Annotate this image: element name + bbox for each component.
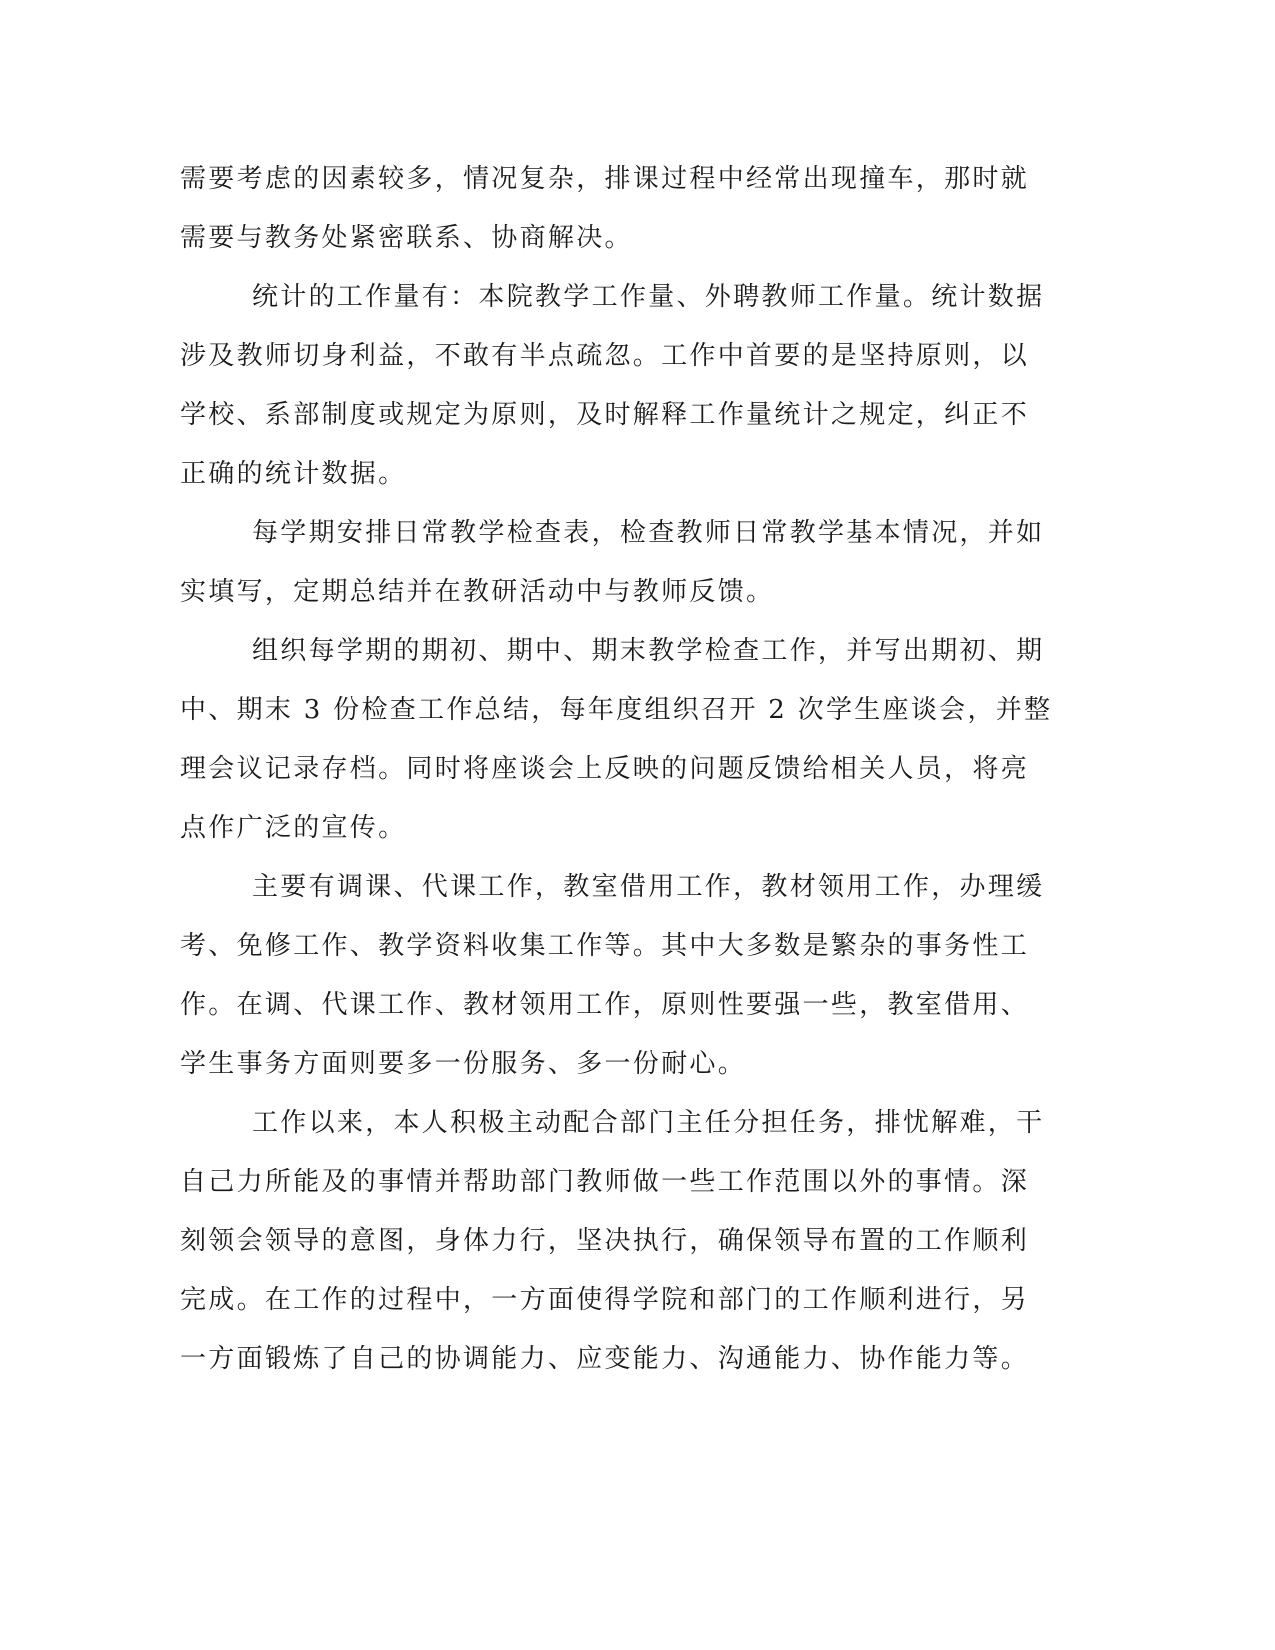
text-line: 需要考虑的因素较多，情况复杂，排课过程中经常出现撞车，那时就 bbox=[180, 164, 1030, 194]
text-line: 考、免修工作、教学资料收集工作等。其中大多数是繁杂的事务性工 bbox=[180, 931, 1030, 961]
text-line: 完成。在工作的过程中，一方面使得学院和部门的工作顺利进行，另 bbox=[180, 1285, 1030, 1315]
paragraph bbox=[180, 268, 1045, 504]
text-line: 点作广泛的宣传。 bbox=[180, 813, 407, 843]
paragraph bbox=[180, 858, 1045, 1094]
text-line: 理会议记录存档。同时将座谈会上反映的问题反馈给相关人员，将亮 bbox=[180, 754, 1030, 784]
text-line: 作。在调、代课工作、教材领用工作，原则性要强一些，教室借用、 bbox=[180, 990, 1030, 1020]
paragraph bbox=[180, 1094, 1045, 1389]
text-line: 中、期末 3 份检查工作总结，每年度组织召开 2 次学生座谈会，并整 bbox=[180, 695, 1053, 725]
paragraph bbox=[180, 622, 1053, 858]
text-line: 统计的工作量有：本院教学工作量、外聘教师工作量。统计数据 bbox=[252, 282, 1045, 312]
text-line: 自己力所能及的事情并帮助部门教师做一些工作范围以外的事情。深 bbox=[180, 1167, 1030, 1197]
text-line: 一方面锻炼了自己的协调能力、应变能力、沟通能力、协作能力等。 bbox=[180, 1344, 1030, 1374]
text-line: 主要有调课、代课工作，教室借用工作，教材领用工作，办理缓 bbox=[252, 872, 1045, 902]
text-line: 学生事务方面则要多一份服务、多一份耐心。 bbox=[180, 1049, 747, 1079]
text-line: 每学期安排日常教学检查表，检查教师日常教学基本情况，并如 bbox=[252, 518, 1045, 548]
paragraph bbox=[180, 150, 1030, 268]
document-page bbox=[180, 150, 1053, 1389]
text-line: 学校、系部制度或规定为原则，及时解释工作量统计之规定，纠正不 bbox=[180, 400, 1030, 430]
text-line: 实填写，定期总结并在教研活动中与教师反馈。 bbox=[180, 577, 775, 607]
text-line: 组织每学期的期初、期中、期末教学检查工作，并写出期初、期 bbox=[252, 636, 1045, 666]
text-line: 涉及教师切身利益，不敢有半点疏忽。工作中首要的是坚持原则，以 bbox=[180, 341, 1030, 371]
text-line: 需要与教务处紧密联系、协商解决。 bbox=[180, 223, 633, 253]
text-line: 正确的统计数据。 bbox=[180, 459, 407, 489]
paragraph bbox=[180, 504, 1045, 622]
text-line: 刻领会领导的意图，身体力行，坚决执行，确保领导布置的工作顺利 bbox=[180, 1226, 1030, 1256]
text-line: 工作以来，本人积极主动配合部门主任分担任务，排忧解难，干 bbox=[252, 1108, 1045, 1138]
